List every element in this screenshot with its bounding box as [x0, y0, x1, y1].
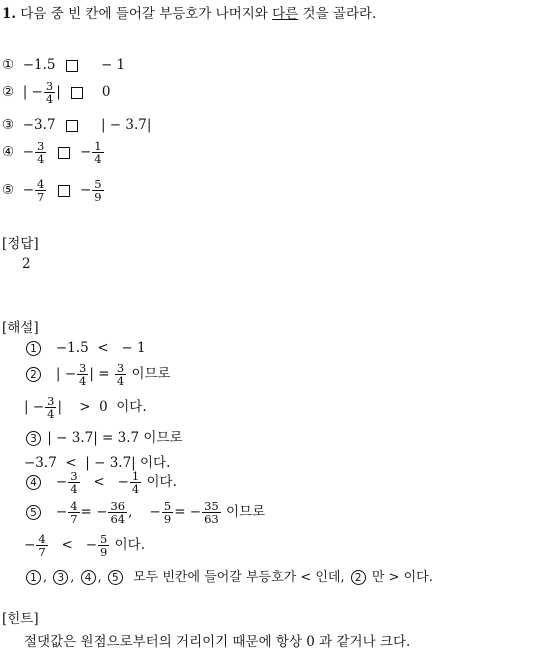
circled-number: 5	[26, 505, 41, 520]
explanation-text: −1.5 < − 1	[55, 340, 146, 356]
math-text: | −	[24, 399, 45, 416]
fraction	[68, 470, 79, 495]
frac-num: 3	[45, 79, 54, 93]
choice-right: | − 3.7|	[100, 117, 152, 133]
fraction	[92, 140, 103, 165]
explanation-line-9	[24, 566, 433, 585]
question-line	[2, 2, 376, 22]
blank-box	[58, 147, 70, 159]
choice-left-pre: −	[22, 182, 35, 199]
math-text: < −	[93, 474, 129, 491]
circled-number: 2	[351, 570, 366, 585]
circled-number: 4	[81, 570, 96, 585]
choice-marker: ⑤	[2, 182, 15, 199]
choice-right: 0	[101, 84, 111, 101]
explanation-line-7	[24, 500, 265, 525]
choice-left-pre: −	[22, 144, 35, 161]
frac-num: 1	[94, 139, 102, 153]
choice-2	[2, 80, 111, 105]
frac-num: 35	[204, 499, 219, 513]
choice-left: −1.5	[22, 57, 56, 73]
explanation-line-8	[24, 533, 145, 558]
choice-marker: ①	[2, 57, 15, 73]
question-underlined: 다른	[272, 6, 299, 22]
frac-den: 7	[37, 190, 45, 205]
explanation-text: 이다.	[146, 474, 177, 491]
math-text: < −	[61, 537, 98, 554]
circled-number: 3	[53, 570, 68, 585]
separator: ,	[43, 570, 48, 585]
math-text: −	[55, 474, 68, 491]
fraction	[162, 500, 173, 525]
math-text: | −	[55, 366, 77, 383]
explanation-text: | − 3.7| = 3.7 이므로	[47, 430, 183, 446]
answer-label: [정답]	[2, 236, 39, 252]
blank-box	[71, 87, 83, 99]
circled-number: 1	[26, 570, 41, 585]
fraction	[108, 500, 127, 525]
frac-num: 4	[70, 499, 78, 513]
frac-den: 4	[47, 407, 55, 422]
explanation-line-6	[24, 470, 177, 495]
fraction	[202, 500, 221, 525]
frac-num: 3	[79, 361, 87, 375]
circled-number: 4	[26, 475, 41, 490]
explanation-line-5	[24, 451, 170, 471]
explanation-text: | > 0 이다.	[57, 399, 147, 416]
frac-den: 9	[94, 190, 102, 205]
frac-num: 3	[37, 139, 45, 153]
math-text: = −	[174, 504, 202, 521]
explanation-text: 이므로	[131, 366, 171, 383]
choice-right: − 1	[100, 57, 126, 73]
choice-marker: ③	[2, 117, 15, 133]
blank-box	[58, 185, 70, 197]
separator: ,	[97, 570, 102, 585]
choice-right-pre: −	[79, 144, 92, 161]
explanation-text: 이므로	[226, 504, 266, 521]
math-text: −	[149, 504, 161, 521]
frac-den: 63	[204, 512, 219, 527]
explanation-line-3	[24, 395, 147, 420]
choice-left: −3.7	[22, 117, 56, 133]
frac-den: 4	[45, 92, 54, 107]
circled-number: 1	[26, 341, 41, 356]
frac-den: 4	[94, 152, 102, 167]
question-text-after: 것을 골라라.	[302, 6, 377, 22]
frac-num: 3	[70, 469, 78, 483]
hint-text: 절댓값은 원점으로부터의 거리이기 때문에 항상 0 과 같거나 크다.	[24, 634, 411, 650]
choice-left-pre: | −	[22, 84, 43, 101]
frac-num: 36	[110, 499, 126, 513]
frac-num: 4	[37, 177, 45, 191]
frac-den: 4	[70, 482, 78, 497]
fraction	[36, 533, 47, 558]
math-text: | =	[89, 366, 110, 383]
frac-den: 7	[38, 545, 46, 560]
circled-number: 5	[108, 570, 123, 585]
explanation-line-1	[24, 340, 146, 356]
blank-box	[66, 120, 78, 132]
choice-right-pre: −	[79, 182, 92, 199]
frac-den: 4	[79, 374, 87, 389]
explanation-line-4	[24, 426, 183, 446]
choice-1	[2, 57, 125, 73]
frac-num: 5	[94, 177, 102, 191]
fraction	[68, 500, 79, 525]
frac-num: 4	[38, 532, 46, 546]
choice-marker: ④	[2, 144, 15, 161]
explanation-line-2	[24, 362, 171, 387]
fraction	[45, 395, 56, 420]
math-text: −	[24, 537, 36, 554]
frac-num: 3	[116, 361, 125, 375]
hint-label: [힌트]	[2, 611, 39, 627]
explanation-text: 모두 빈칸에 들어갈 부등호가 < 인데,	[133, 570, 345, 585]
explanation-text: 만 > 이다.	[371, 570, 433, 585]
question-text: 다음 중 빈 칸에 들어갈 부등호가 나머지와	[20, 6, 268, 22]
explanation-text: −3.7 < | − 3.7| 이다.	[24, 455, 171, 471]
choice-left-post: |	[56, 84, 61, 101]
choice-4	[2, 140, 105, 165]
fraction	[92, 178, 103, 203]
fraction	[35, 178, 46, 203]
frac-den: 4	[116, 374, 125, 389]
explanation-text: 이다.	[114, 537, 146, 554]
frac-den: 4	[37, 152, 45, 167]
math-text: ,	[128, 504, 133, 521]
fraction	[98, 533, 109, 558]
explanation-label: [해설]	[2, 320, 39, 336]
frac-den: 9	[163, 512, 172, 527]
frac-num: 5	[163, 499, 172, 513]
math-text: −	[55, 504, 68, 521]
choice-marker: ②	[2, 84, 15, 101]
fraction	[77, 362, 88, 387]
fraction	[44, 80, 55, 105]
fraction	[130, 470, 141, 495]
math-text: = −	[80, 504, 108, 521]
choice-3	[2, 117, 151, 133]
frac-den: 9	[100, 545, 108, 560]
frac-num: 5	[100, 532, 108, 546]
choice-5	[2, 178, 105, 203]
separator: ,	[70, 570, 75, 585]
frac-den: 7	[70, 512, 78, 527]
frac-den: 4	[131, 482, 140, 497]
frac-den: 64	[110, 512, 126, 527]
frac-num: 1	[131, 469, 140, 483]
circled-number: 3	[26, 431, 41, 446]
blank-box	[66, 60, 78, 72]
answer-value: 2	[22, 256, 31, 272]
fraction	[115, 362, 126, 387]
circled-number: 2	[26, 367, 41, 382]
fraction	[35, 140, 46, 165]
frac-num: 3	[47, 394, 55, 408]
question-number: 1.	[2, 6, 17, 22]
